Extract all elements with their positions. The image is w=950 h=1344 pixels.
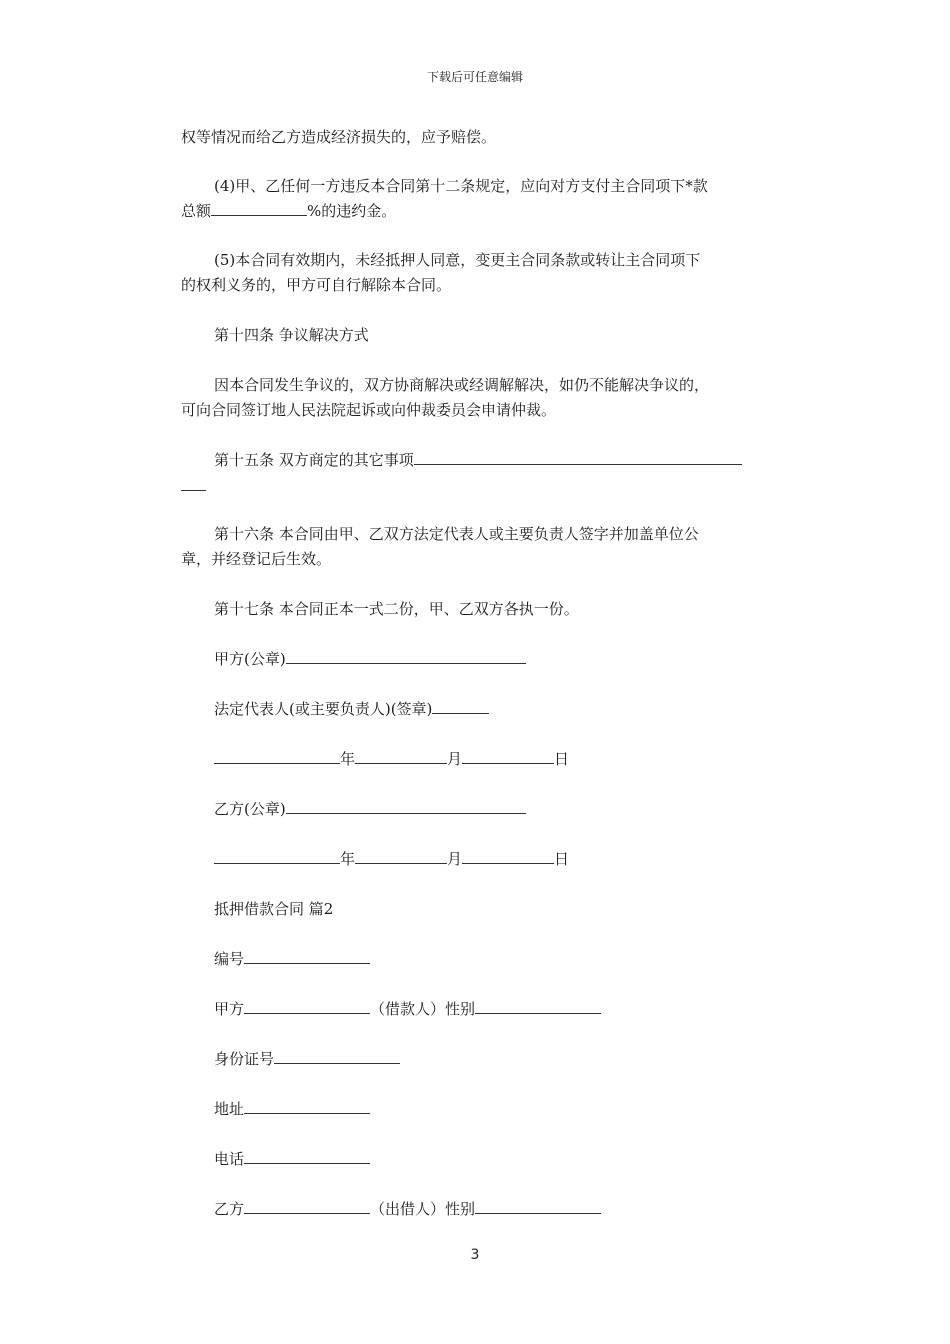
phone-label: 电话 [214,1150,245,1168]
lender-gender-label: （出借人）性别 [370,1200,476,1218]
date-line-b [214,847,774,872]
article-17: 第十七条 本合同正本一式二份，甲、乙双方各执一份。 [214,600,579,618]
day-label: 日 [554,750,570,768]
phone-line [214,1147,774,1172]
party-a-name-blank [244,998,370,1014]
article-14-heading: 第十四条 争议解决方式 [214,326,369,344]
day-blank [462,848,554,864]
article-15-text: 第十五条 双方商定的其它事项 [214,451,414,469]
month-blank [355,748,447,764]
contract-number-blank [244,948,370,964]
year-label: 年 [340,850,356,868]
page-number: 3 [470,1247,480,1263]
id-number-blank [274,1048,400,1064]
year-blank [214,848,340,864]
clause-4-suffix: %的违约金。 [307,202,397,220]
address-line [214,1097,774,1122]
legal-rep-label: 法定代表人(或主要负责人)(签章) [214,700,433,718]
page-header: 下载后可任意编辑 [426,70,523,84]
party-b-label: 乙方 [214,1200,245,1218]
legal-rep-line [214,697,774,722]
other-matters-blank-continued [181,490,206,491]
party-b-seal-line [214,797,774,822]
party-a-label: 甲方 [214,1000,245,1018]
party-b-line [214,1197,774,1222]
other-matters-blank [414,449,742,465]
date-line-a [214,747,774,772]
clause-4-line2 [181,199,773,224]
year-label: 年 [340,750,356,768]
clause-5-line2: 的权利义务的，甲方可自行解除本合同。 [181,276,452,294]
month-label: 月 [447,750,463,768]
article-14-line1: 因本合同发生争议的，双方协商解决或经调解解决，如仍不能解决争议的， [214,376,710,394]
contract-number-label: 编号 [214,950,245,968]
address-blank [244,1098,370,1114]
legal-rep-blank [432,698,489,714]
party-a-seal-label: 甲方(公章) [214,650,286,668]
contract-2-title: 抵押借款合同 篇2 [214,900,334,918]
party-a-seal-line [214,647,774,672]
borrower-gender-label: （借款人）性别 [370,1000,476,1018]
day-blank [462,748,554,764]
article-16-line2: 章，并经登记后生效。 [181,550,332,568]
clause-5-line1: (5)本合同有效期内，未经抵押人同意，变更主合同条款或转让主合同项下 [214,251,701,269]
address-label: 地址 [214,1100,245,1118]
month-label: 月 [447,850,463,868]
article-14-line2: 可向合同签订地人民法院起诉或向仲裁委员会申请仲裁。 [181,401,557,419]
party-b-name-blank [244,1198,370,1214]
month-blank [355,848,447,864]
clause-4-line1: (4)甲、乙任何一方违反本合同第十二条规定，应向对方支付主合同项下*款 [214,177,708,195]
party-a-seal-blank [286,648,526,664]
party-b-gender-blank [475,1198,601,1214]
phone-blank [244,1148,370,1164]
day-label: 日 [554,850,570,868]
article-15 [214,448,774,473]
party-a-gender-blank [475,998,601,1014]
party-b-seal-label: 乙方(公章) [214,800,286,818]
party-b-seal-blank [286,798,526,814]
party-a-line [214,997,774,1022]
article-16-line1: 第十六条 本合同由甲、乙双方法定代表人或主要负责人签字并加盖单位公 [214,525,699,543]
id-number-label: 身份证号 [214,1050,275,1068]
paragraph-compensation: 权等情况而给乙方造成经济损失的，应予赔偿。 [181,128,497,146]
penalty-rate-blank [211,200,307,216]
id-number-line [214,1047,774,1072]
year-blank [214,748,340,764]
clause-4-prefix: 总额 [181,202,212,220]
contract-number-line [214,947,774,972]
